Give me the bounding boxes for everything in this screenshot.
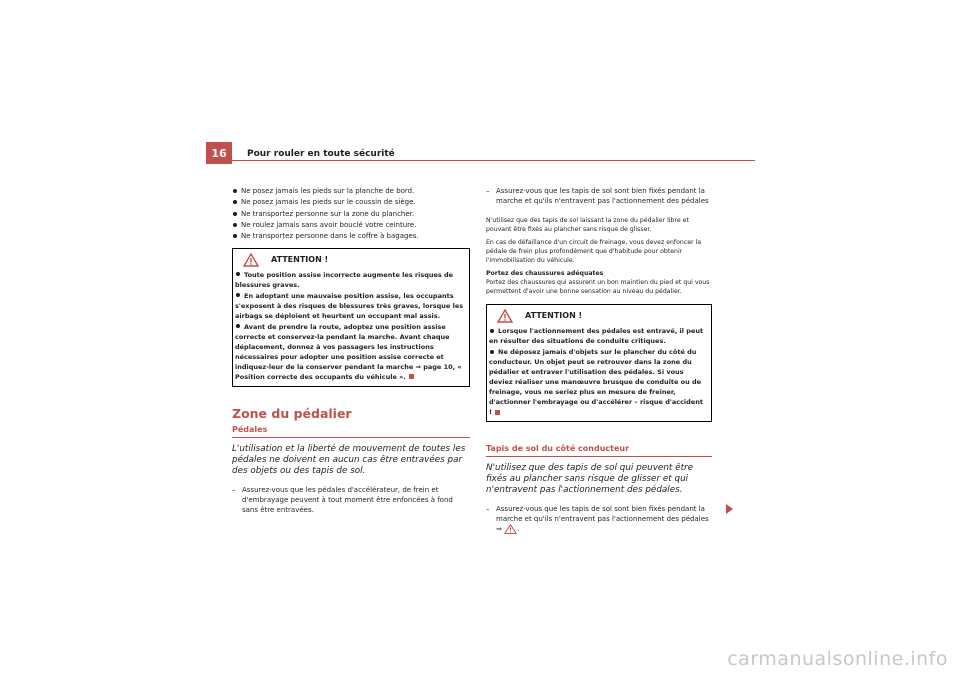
left-column bbox=[232, 186, 470, 521]
warning-item-text: Ne déposez jamais d'objets sur le plancher du côté du conducteur. Un objet peut se retrouver dans la zone du pédalier et entraver l'utilisation des pédales. Si vous deviez réaliser une manœuvre brusque de conduite ou de freinage, vous ne seriez plus en mesure de freiner, d'actionner l'embrayage ou d'accélérer – risque d'accident ! bbox=[489, 348, 703, 416]
warning-triangle-icon bbox=[497, 309, 513, 323]
list-item: Ne posez jamais les pieds sur la planche de bord. bbox=[232, 186, 470, 197]
bullet-icon bbox=[236, 293, 240, 297]
paragraph-heading: Portez des chaussures adéquates bbox=[486, 270, 604, 277]
warning-item bbox=[235, 291, 466, 321]
bullet-icon bbox=[236, 272, 240, 276]
warning-item bbox=[235, 270, 466, 290]
intro-text: L'utilisation et la liberté de mouvement de toutes les pédales ne doivent en aucun cas être entravées par des objets ou des tapis de sol. bbox=[232, 443, 466, 476]
next-page-arrow-icon bbox=[726, 504, 733, 514]
end-of-section-icon bbox=[495, 410, 500, 415]
instruction-item: – Assurez-vous que les tapis de sol sont bien fixés pendant la marche et qu'ils n'entravent pas l'actionnement des pédales bbox=[486, 186, 712, 206]
warning-title bbox=[243, 253, 466, 267]
subsection-title-pedals: Pédales bbox=[232, 425, 470, 438]
warning-item bbox=[489, 347, 708, 417]
list-item: Ne transportez personne dans le coffre à bagages. bbox=[232, 231, 470, 242]
instruction-item bbox=[486, 504, 712, 534]
warning-item bbox=[489, 326, 708, 346]
instruction-text: Assurez-vous que les tapis de sol sont bien fixés pendant la marche et qu'ils n'entravent pas l'actionnement des pédales bbox=[496, 504, 709, 523]
paragraph: En cas de défaillance d'un circuit de freinage, vous devez enfoncer la pédale de frein plus profondément que d'habitude pour obtenir l'immobilisation du véhicule. bbox=[486, 239, 702, 264]
warning-item-text: Avant de prendre la route, adoptez une position assise correcte et conservez-la pendant la marche. Avant chaque déplacement, donnez à vos passagers les instructions nécessaires pour adopter une position assise correcte et indiquez-leur de la conserver pendant la marche ⇒ page 10, « Position correcte des occupants du véhicule ». bbox=[235, 322, 462, 381]
intro-text: N'utilisez que des tapis de sol qui peuvent être fixés au plancher sans risque de glisser et qui n'entravent pas l'actionnement des pédales. bbox=[486, 462, 694, 495]
right-column bbox=[486, 186, 712, 540]
warning-item bbox=[235, 322, 466, 382]
instruction-end: . bbox=[517, 524, 520, 533]
end-of-section-icon bbox=[409, 374, 414, 379]
cross-reference-arrow: ⇒ bbox=[496, 524, 502, 533]
warning-item-text: Lorsque l'actionnement des pédales est entravé, il peut en résulter des situations de conduite critiques. bbox=[489, 327, 704, 345]
warning-title-text: ATTENTION ! bbox=[525, 311, 583, 320]
watermark: carmanualsonline.info bbox=[727, 648, 948, 670]
header-divider bbox=[232, 160, 755, 161]
warning-triangle-icon bbox=[243, 253, 259, 267]
paragraph: Portez des chaussures qui assurent un bon maintien du pied et qui vous permettent d'avoir une bonne sensation au niveau du pédalier. bbox=[486, 279, 710, 295]
bullet-icon bbox=[236, 324, 240, 328]
warning-title-text: ATTENTION ! bbox=[271, 254, 329, 264]
list-item: Ne roulez jamais sans avoir bouclé votre ceinture. bbox=[232, 220, 470, 231]
page-number: 16 bbox=[206, 142, 232, 164]
list-item: Ne transportez personne sur la zone du plancher. bbox=[232, 209, 470, 220]
section-title: Zone du pédalier bbox=[232, 405, 352, 421]
warning-triangle-icon bbox=[504, 524, 520, 534]
warning-item-text: Toute position assise incorrecte augmente les risques de blessures graves. bbox=[235, 270, 454, 289]
list-item: Ne posez jamais les pieds sur le coussin de siège. bbox=[232, 197, 470, 208]
paragraph: N'utilisez que des tapis de sol laissant la zone du pédalier libre et pouvant être fixés au plancher sans risque de glisser. bbox=[486, 217, 689, 233]
warning-item-text: En adoptant une mauvaise position assise, les occupants s'exposent à des risques de blessures très graves, lorsque les airbags se déploient et heurtent un occupant mal assis. bbox=[235, 291, 464, 320]
subsection-title-floor-mats: Tapis de sol du côté conducteur bbox=[486, 444, 712, 457]
warning-box bbox=[232, 248, 470, 387]
bullet-icon bbox=[490, 350, 494, 354]
instruction-item: – Assurez-vous que les pédales d'accélérateur, de frein et d'embrayage peuvent à tout moment être enfoncées à fond sans être entravées. bbox=[232, 485, 470, 515]
page-header-title: Pour rouler en toute sécurité bbox=[247, 149, 395, 159]
bullet-icon bbox=[490, 329, 494, 333]
warning-title bbox=[497, 309, 708, 323]
warning-box bbox=[486, 304, 712, 422]
safety-bullet-list bbox=[232, 186, 470, 242]
